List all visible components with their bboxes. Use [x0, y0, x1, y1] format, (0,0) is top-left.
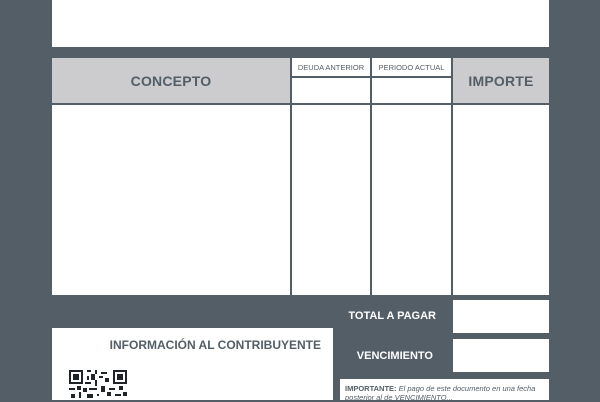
important-note-text [345, 384, 544, 402]
importe-header-label: IMPORTE [468, 72, 534, 89]
concepto-cell [52, 105, 290, 295]
vencimiento-label: VENCIMIENTO [356, 350, 433, 362]
periodo-actual-cell [372, 105, 451, 295]
important-note [340, 379, 549, 400]
total-a-pagar-label: TOTAL A PAGAR [348, 310, 436, 322]
deuda-anterior-cell [292, 105, 370, 295]
deuda-anterior-header [292, 58, 370, 76]
info-contribuyente-panel [52, 328, 333, 400]
deuda-anterior-header-value [292, 78, 370, 103]
deuda-anterior-label: DEUDA ANTERIOR [297, 62, 365, 72]
periodo-actual-header [372, 58, 451, 76]
vencimiento-field [453, 339, 549, 372]
header-panel [52, 0, 549, 47]
total-a-pagar-field [453, 300, 549, 333]
qr-code-icon [69, 370, 127, 400]
important-body: El pago de este documento en una fecha posterior al de VENCIMIENTO... [345, 384, 536, 402]
importe-header [453, 58, 549, 103]
periodo-actual-label: PERIODO ACTUAL [378, 62, 445, 72]
important-label: IMPORTANTE: [345, 384, 397, 393]
concepto-header-label: CONCEPTO [130, 72, 212, 89]
importe-cell [453, 105, 549, 295]
info-contribuyente-title: INFORMACIÓN AL CONTRIBUYENTE [109, 338, 321, 352]
concepto-header [52, 58, 290, 103]
periodo-actual-header-value [372, 78, 451, 103]
concept-table [52, 58, 549, 295]
